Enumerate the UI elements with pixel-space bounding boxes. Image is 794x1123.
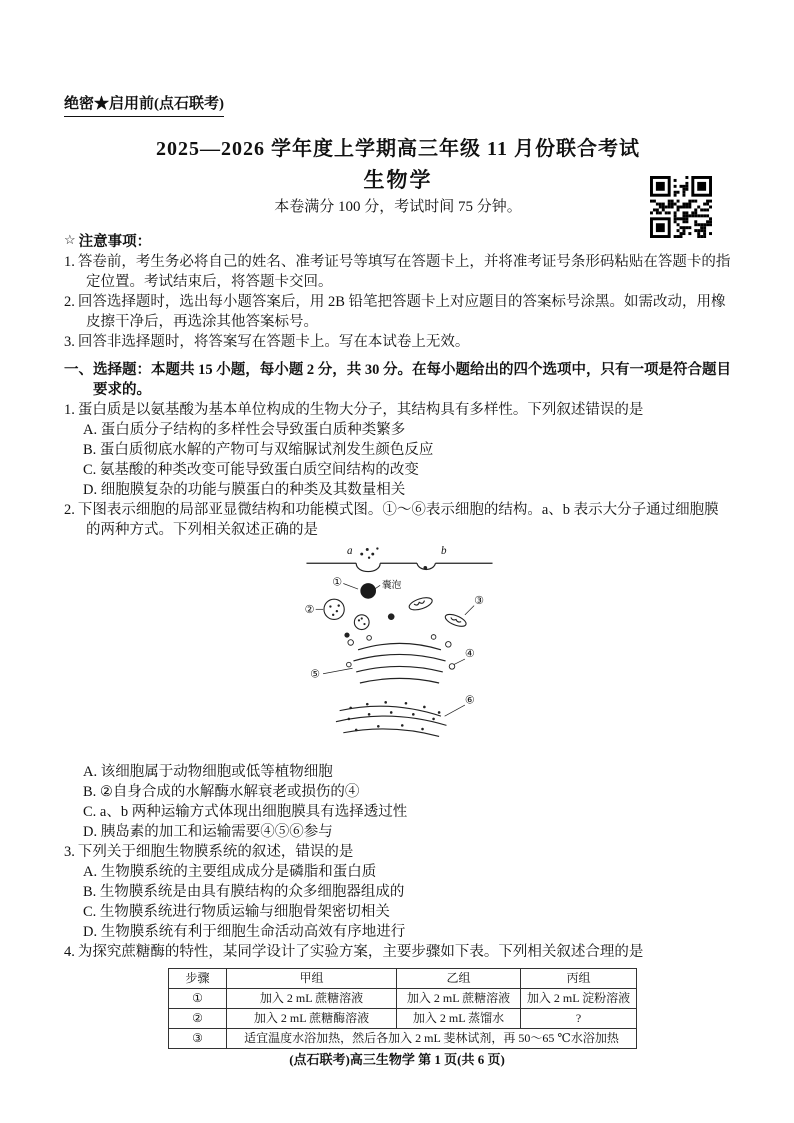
notice-text: 回答选择题时，选出每小题答案后，用 2B 铅笔把答题卡上对应题目的答案标号涂黑。如需改动，用橡皮擦干净后，再选涂其他答案标号。	[77, 294, 726, 330]
col-header-group-b: 乙组	[397, 969, 521, 989]
cell-value: 加入 2 mL 蔗糖酶溶液	[227, 1009, 397, 1029]
section-heading: 一、选择题：本题共 15 小题，每小题 2 分，共 30 分。在每小题给出的四个选项中，只有一项是符合题目要求的。	[64, 362, 731, 398]
exam-info: 本卷满分 100 分，考试时间 75 分钟。	[274, 199, 522, 215]
notice-heading	[64, 232, 732, 252]
label-3: ③	[474, 594, 485, 607]
cell-step: ①	[169, 989, 227, 1009]
cell-step: ②	[169, 1009, 227, 1029]
page-content	[64, 94, 732, 1049]
pointer-3	[465, 606, 474, 615]
question-stem	[64, 942, 732, 962]
secreted-molecules	[360, 547, 427, 569]
question-stem-text: 下图表示细胞的局部亚显微结构和功能模式图。①～⑥表示细胞的结构。a、b 表示大分子通过细胞膜的两种方式。下列相关叙述正确的是	[77, 502, 719, 538]
question-number: 3.	[64, 844, 75, 860]
cell-value: ?	[521, 1009, 637, 1029]
cell-structure-diagram	[302, 543, 497, 753]
vesicle	[360, 583, 376, 599]
option-a: A. 生物膜系统的主要组成成分是磷脂和蛋白质	[83, 864, 377, 880]
golgi-vesicles	[347, 635, 455, 670]
experiment-table	[168, 968, 637, 1049]
option-b: B. ②自身合成的水解酶水解衰老或损伤的④	[83, 784, 360, 800]
label-a: a	[347, 545, 353, 558]
question-stem	[64, 500, 732, 540]
col-header-group-a: 甲组	[227, 969, 397, 989]
notice-num: 2.	[64, 294, 75, 310]
label-6: ⑥	[464, 694, 475, 707]
col-header-group-c: 丙组	[521, 969, 637, 989]
question-stem-text: 为探究蔗糖酶的特性，某同学设计了实验方案，主要步骤如下表。下列相关叙述合理的是	[77, 944, 644, 960]
notice-text: 答卷前，考生务必将自己的姓名、准考证号等填写在答题卡上，并将准考证号条形码粘贴在答题卡的指定位置。考试结束后，将答题卡交回。	[77, 254, 731, 290]
vesicle-pointer	[375, 585, 381, 589]
question-2	[64, 500, 732, 842]
label-2: ②	[304, 604, 315, 616]
option-a: A. 该细胞属于动物细胞或低等植物细胞	[83, 764, 333, 780]
exam-title: 2025—2026 学年度上学期高三年级 11 月份联合考试	[156, 138, 640, 160]
mitochondria	[408, 595, 468, 629]
pointer-1	[343, 584, 358, 590]
question-number: 2.	[64, 502, 75, 518]
question-4	[64, 942, 732, 1049]
label-b: b	[440, 545, 447, 558]
pointer-4	[454, 659, 465, 665]
notice-num: 1.	[64, 254, 75, 270]
notice-heading-text: 注意事项：	[78, 234, 152, 250]
question-1	[64, 400, 732, 500]
plasma-membrane	[306, 563, 492, 571]
label-4: ④	[464, 648, 475, 661]
question-stem	[64, 400, 732, 420]
notice-text: 回答非选择题时，将答案写在答题卡上。写在本试卷上无效。	[77, 334, 470, 350]
cell-value-span: 适宜温度水浴加热，然后各加入 2 mL 斐林试剂，再 50～65 ℃水浴加热	[227, 1029, 637, 1049]
question-number: 4.	[64, 944, 75, 960]
option-d: D. 胰岛素的加工和运输需要④⑤⑥参与	[83, 824, 333, 840]
option-b: B. 生物膜系统是由具有膜结构的众多细胞器组成的	[83, 884, 405, 900]
rough-er	[336, 706, 447, 736]
question-stem-text: 下列关于细胞生物膜系统的叙述，错误的是	[77, 844, 354, 860]
exam-subject: 生物学	[363, 168, 433, 192]
star-icon: ☆	[64, 232, 76, 247]
question-stem	[64, 842, 732, 862]
cell-value: 加入 2 mL 淀粉溶液	[521, 989, 637, 1009]
option-d: D. 细胞膜复杂的功能与膜蛋白的种类及其数量相关	[83, 482, 406, 498]
cell-value: 加入 2 mL 蒸馏水	[397, 1009, 521, 1029]
question-3	[64, 842, 732, 942]
golgi-apparatus	[353, 643, 445, 683]
notice-num: 3.	[64, 334, 75, 350]
cell-diagram-wrap	[302, 543, 732, 759]
cell-step: ③	[169, 1029, 227, 1049]
notice-item-2	[64, 292, 732, 332]
option-d: D. 生物膜系统有利于细胞生命活动高效有序地进行	[83, 924, 406, 940]
option-a: A. 蛋白质分子结构的多样性会导致蛋白质种类繁多	[83, 422, 406, 438]
question-number: 1.	[64, 402, 75, 418]
secrecy-label: 绝密★启用前(点石联考)	[64, 94, 224, 117]
cell-value: 加入 2 mL 蔗糖溶液	[397, 989, 521, 1009]
lysosomes	[324, 599, 369, 629]
label-1: ①	[332, 576, 343, 589]
option-c: C. a、b 两种运输方式体现出细胞膜具有选择透过性	[83, 804, 408, 820]
table-header-row	[169, 969, 637, 989]
table-row	[169, 989, 637, 1009]
notice-item-1	[64, 252, 732, 292]
question-stem-text: 蛋白质是以氨基酸为基本单位构成的生物大分子，其结构具有多样性。下列叙述错误的是	[77, 402, 644, 418]
option-c: C. 生物膜系统进行物质运输与细胞骨架密切相关	[83, 904, 390, 920]
label-vesicle: 囊泡	[382, 580, 402, 592]
col-header-step: 步骤	[169, 969, 227, 989]
pointer-6	[445, 705, 465, 716]
label-5: ⑤	[310, 668, 321, 681]
lysosome-granules	[329, 604, 394, 637]
page-footer: (点石联考)高三生物学 第 1 页(共 6 页)	[289, 1052, 505, 1067]
pointer-5	[323, 668, 352, 674]
notice-item-3	[64, 332, 732, 352]
option-b: B. 蛋白质彻底水解的产物可与双缩脲试剂发生颜色反应	[83, 442, 434, 458]
cell-value: 加入 2 mL 蔗糖溶液	[227, 989, 397, 1009]
table-row	[169, 1009, 637, 1029]
option-c: C. 氨基酸的种类改变可能导致蛋白质空间结构的改变	[83, 462, 419, 478]
table-row	[169, 1029, 637, 1049]
